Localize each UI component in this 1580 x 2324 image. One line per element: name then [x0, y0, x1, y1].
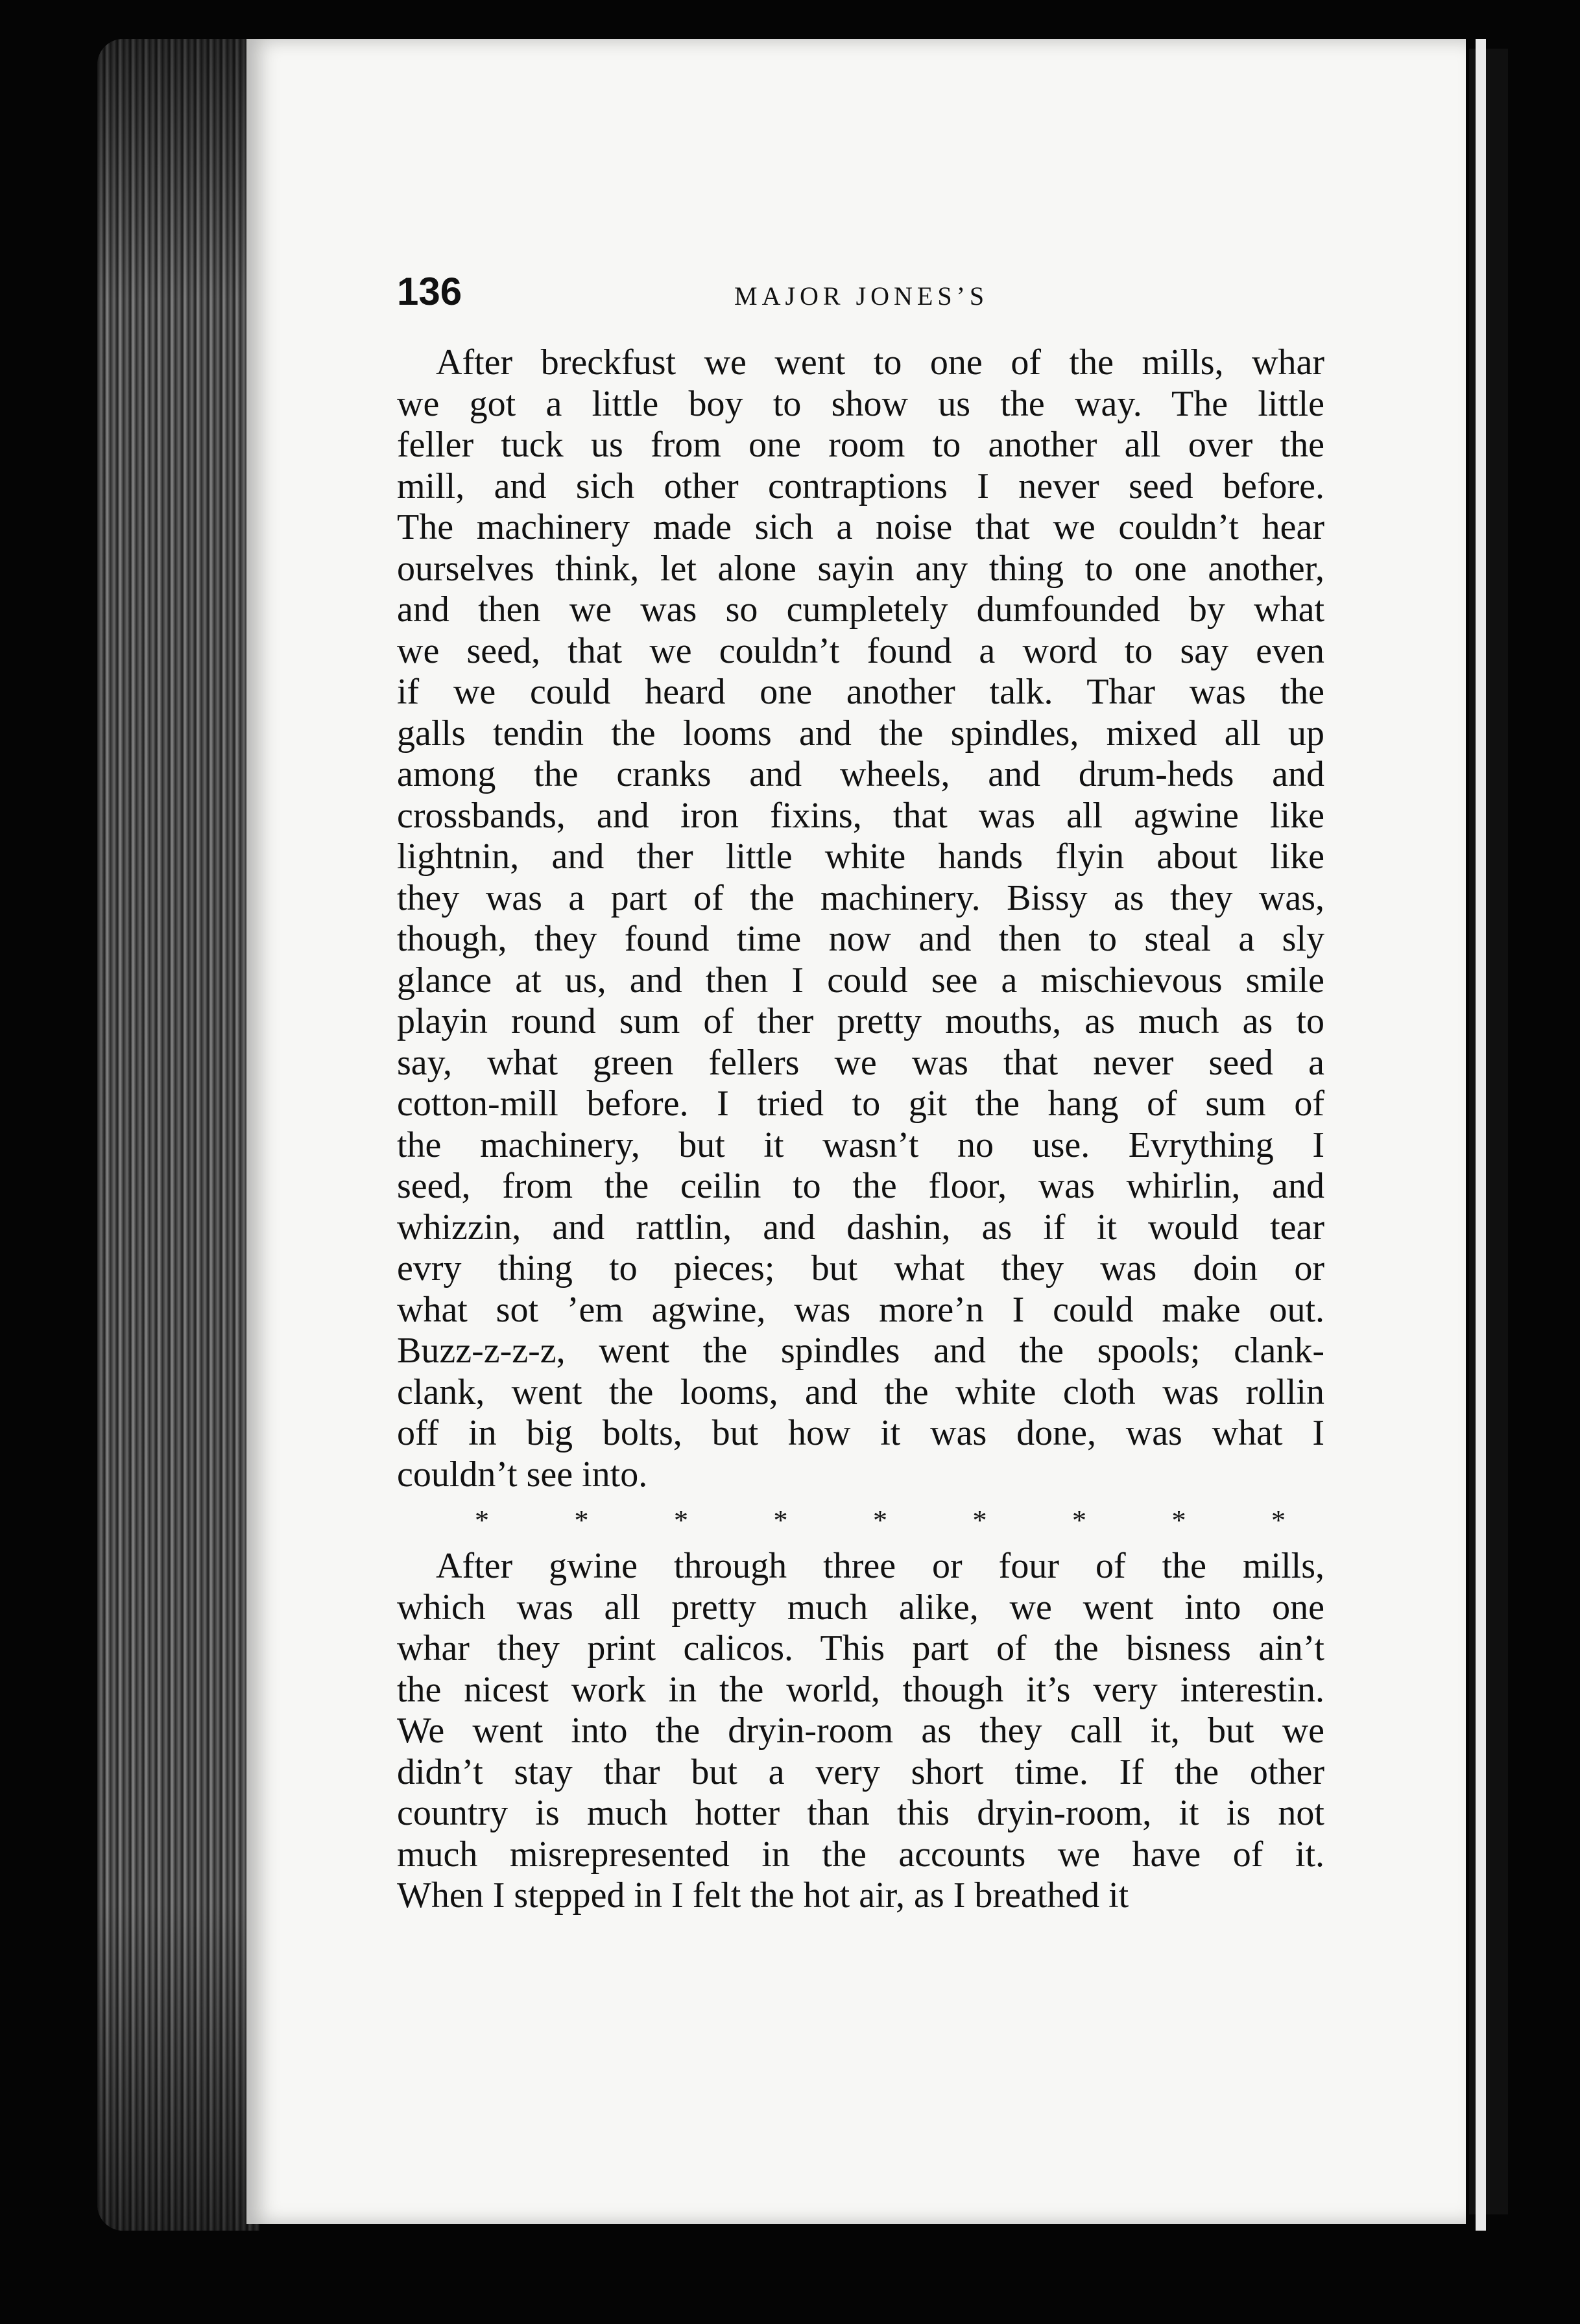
text-line: we seed, that we couldn’t found a word to say even — [397, 630, 1324, 671]
text-line: off in big bolts, but how it was done, was what I — [397, 1413, 1324, 1453]
text-line: much misrepresented in the accounts we have of it. — [397, 1834, 1324, 1875]
asterisk-ornament: * — [1171, 1504, 1186, 1536]
text-line: which was all pretty much alike, we went into one — [397, 1587, 1324, 1628]
asterisk-ornament: * — [873, 1504, 887, 1536]
text-line: evry thing to pieces; but what they was doin or — [397, 1248, 1324, 1288]
text-line: Buzz-z-z-z, went the spindles and the spools; clank- — [397, 1331, 1324, 1371]
facing-page-gutter — [1469, 49, 1508, 2214]
text-line: the machinery, but it wasn’t no use. Evrything I — [397, 1124, 1324, 1165]
text-line: say, what green fellers we was that never seed a — [397, 1042, 1324, 1083]
text-line: playin round sum of ther pretty mouths, as much as to — [397, 1001, 1324, 1041]
text-line: they was a part of the machinery. Bissy as they was, — [397, 877, 1324, 918]
text-line: what sot ’em agwine, was more’n I could make out. — [397, 1289, 1324, 1330]
text-line: After gwine through three or four of the mills, — [436, 1546, 1324, 1586]
text-line: ourselves think, let alone sayin any thing to one another, — [397, 548, 1324, 589]
asterisk-ornament: * — [773, 1504, 788, 1536]
text-line: whar they print calicos. This part of the bisness ain’t — [397, 1628, 1324, 1668]
section-separator — [397, 1495, 1324, 1546]
asterisk-ornament: * — [475, 1504, 489, 1536]
text-line: The machinery made sich a noise that we couldn’t hear — [397, 507, 1324, 547]
text-line: cotton-mill before. I tried to git the hang of sum of — [397, 1084, 1324, 1124]
text-line: galls tendin the looms and the spindles, mixed all up — [397, 713, 1324, 753]
asterisk-ornament: * — [674, 1504, 688, 1536]
running-head — [397, 269, 1324, 321]
text-line: didn’t stay thar but a very short time. If the other — [397, 1751, 1324, 1792]
text-line: the nicest work in the world, though it’s very interestin. — [397, 1669, 1324, 1710]
text-line: We went into the dryin-room as they call it, but we — [397, 1711, 1324, 1751]
text-line: though, they found time now and then to steal a sly — [397, 919, 1324, 959]
text-line: After breckfust we went to one of the mills, whar — [436, 342, 1324, 383]
text-line: whizzin, and rattlin, and dashin, as if it would tear — [397, 1207, 1324, 1248]
text-line: glance at us, and then I could see a mischievous smile — [397, 960, 1324, 1001]
text-line: clank, went the looms, and the white cloth was rollin — [397, 1371, 1324, 1412]
asterisk-ornament: * — [1271, 1504, 1286, 1536]
page-edge-shadow — [97, 39, 259, 2231]
body-text — [397, 342, 1324, 1917]
text-line: crossbands, and iron fixins, that was all agwine like — [397, 795, 1324, 836]
text-line: seed, from the ceilin to the floor, was whirlin, and — [397, 1166, 1324, 1206]
text-line: couldn’t see into. — [397, 1454, 648, 1495]
text-line: lightnin, and ther little white hands flyin about like — [397, 836, 1324, 877]
text-line: mill, and sich other contraptions I never seed before. — [397, 466, 1324, 506]
text-line: we got a little boy to show us the way. The little — [397, 383, 1324, 424]
facing-page-edge — [1476, 39, 1486, 2231]
text-line: among the cranks and wheels, and drum-heds and — [397, 754, 1324, 794]
text-line: feller tuck us from one room to another all over the — [397, 425, 1324, 465]
text-line: When I stepped in I felt the hot air, as I breathed it — [397, 1875, 1129, 1915]
running-title: MAJOR JONES’S — [734, 281, 989, 311]
text-line: country is much hotter than this dryin-room, it is not — [397, 1793, 1324, 1833]
paragraph-1 — [397, 342, 1324, 1495]
asterisk-ornament: * — [972, 1504, 987, 1536]
asterisk-ornament: * — [1072, 1504, 1086, 1536]
asterisk-ornament: * — [574, 1504, 589, 1536]
text-line: and then we was so cumpletely dumfounded by what — [397, 589, 1324, 630]
paragraph-2 — [397, 1546, 1324, 1917]
text-line: if we could heard one another talk. Thar was the — [397, 672, 1324, 712]
page-number: 136 — [397, 270, 462, 313]
